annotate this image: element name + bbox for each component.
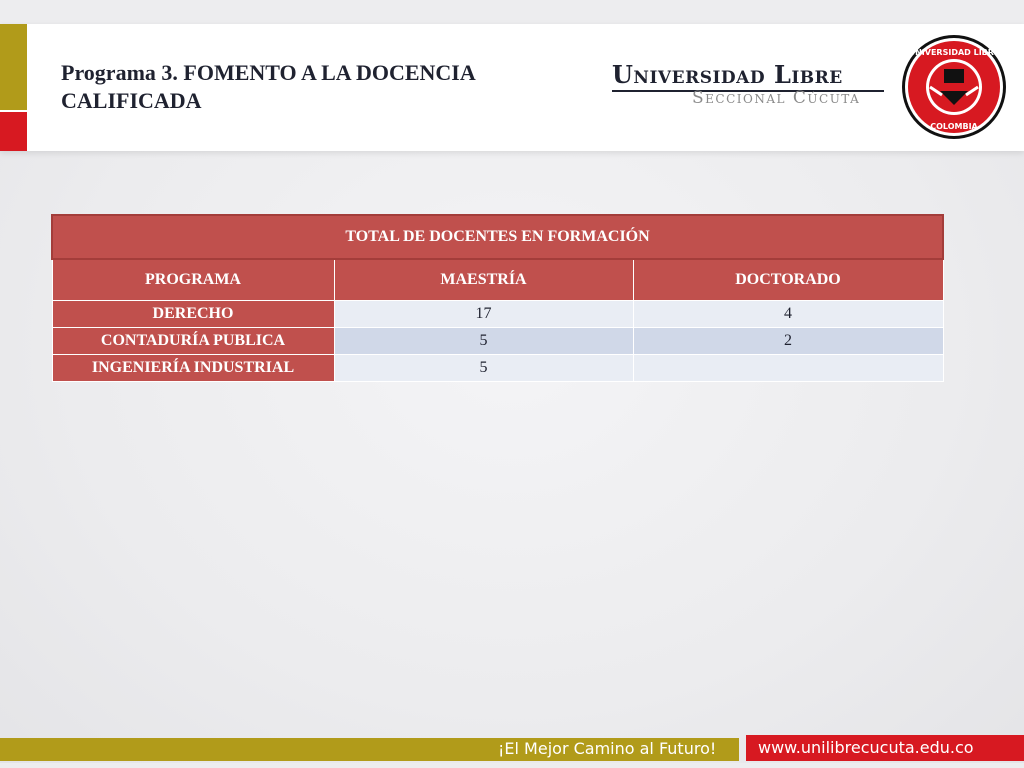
footer-bottom-band	[0, 763, 1024, 768]
table-row	[52, 355, 943, 382]
header-accent-olive	[0, 24, 27, 110]
footer-website-link[interactable]: www.unilibrecucuta.edu.co	[758, 738, 974, 757]
slide-title-line1: Programa 3. FOMENTO A LA DOCENCIA	[61, 60, 476, 85]
table-title: TOTAL DE DOCENTES EN FORMACIÓN	[52, 215, 943, 259]
row-maestria: 5	[334, 328, 633, 355]
footer-slogan: ¡El Mejor Camino al Futuro!	[498, 739, 717, 758]
row-doctorado	[633, 355, 943, 382]
docentes-table	[51, 214, 944, 382]
row-doctorado: 4	[633, 301, 943, 328]
university-branch: Seccional Cúcuta	[692, 88, 861, 108]
row-maestria: 5	[334, 355, 633, 382]
row-programa: INGENIERÍA INDUSTRIAL	[52, 355, 334, 382]
slide-title-line2: CALIFICADA	[61, 88, 202, 113]
university-seal-icon	[900, 33, 1008, 141]
row-doctorado: 2	[633, 328, 943, 355]
slide-title	[61, 59, 581, 115]
row-programa: CONTADURÍA PUBLICA	[52, 328, 334, 355]
header-maestria: MAESTRÍA	[334, 259, 633, 301]
university-name: Universidad Libre	[612, 60, 843, 89]
row-programa: DERECHO	[52, 301, 334, 328]
header-doctorado: DOCTORADO	[633, 259, 943, 301]
table-row	[52, 328, 943, 355]
svg-text:UNIVERSIDAD LIBRE: UNIVERSIDAD LIBRE	[908, 48, 1000, 57]
top-band	[0, 0, 1024, 24]
header-programa: PROGRAMA	[52, 259, 334, 301]
header-accent-red	[0, 112, 27, 151]
svg-text:COLOMBIA: COLOMBIA	[930, 122, 978, 131]
table-row	[52, 301, 943, 328]
row-maestria: 17	[334, 301, 633, 328]
